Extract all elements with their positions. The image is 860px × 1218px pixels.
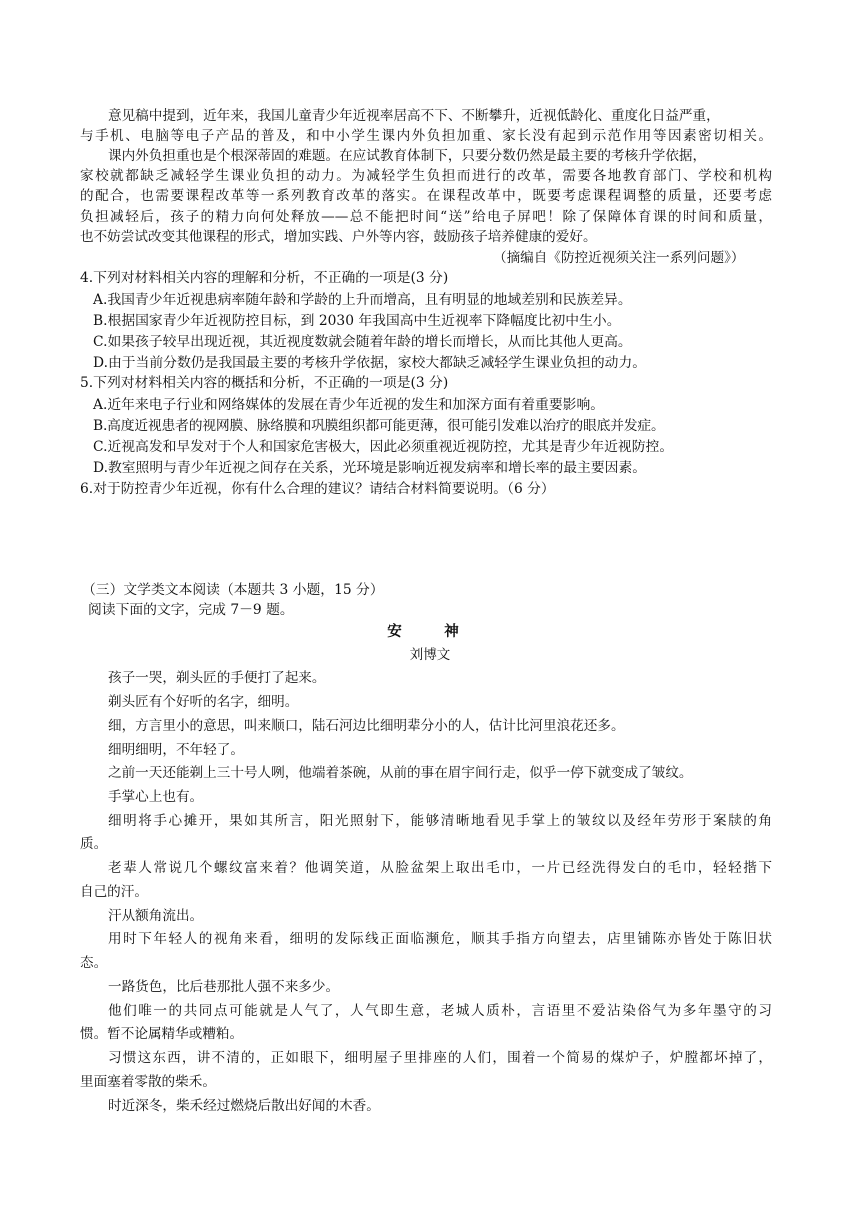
question-4-stem: 4.下列对材料相关内容的理解和分析，不正确的一项是(3 分)	[80, 270, 449, 286]
question-4-option-c: C.如果孩子较早出现近视，其近视度数就会随着年龄的增长而增长，从而比其他人更高。	[93, 334, 632, 350]
story-line: 汗从额角流出。	[108, 908, 204, 924]
story-line: 一路货色，比后巷那批人强不来多少。	[108, 979, 340, 995]
question-5-option-c: C.近视高发和早发对于个人和国家危害极大，因此必须重视近视防控，尤其是青少年近视防控。	[93, 439, 674, 455]
question-5-option-a: A.近年来电子行业和网络媒体的发展在青少年近视的发生和加深方面有着重要影响。	[93, 397, 605, 413]
story-line: 用时下年轻人的视角来看，细明的发际线正面临濒危，顺其手指方向望去，店里铺陈亦皆处于陈旧状	[108, 931, 772, 947]
section-heading: （三）文学类文本阅读（本题共 3 小题，15 分）	[82, 582, 384, 598]
passage-line: 的配合，也需要课程改革等一系列教育改革的落实。在课程改革中，既要考虑课程调整的质量，还要考虑	[80, 188, 772, 204]
question-4-option-b: B.根据国家青少年近视防控目标，到 2030 年我国高中生近视率下降幅度比初中生小。	[93, 313, 621, 329]
story-line: 老辈人常说几个螺纹富来着？他调笑道，从脸盆架上取出毛巾，一片已经洗得发白的毛巾，轻轻揩下	[108, 860, 772, 876]
story-title: 安 神	[387, 623, 473, 640]
story-line: 手掌心上也有。	[108, 789, 204, 805]
question-5-option-b: B.高度近视患者的视网膜、脉络膜和巩膜组织都可能更薄，很可能引发难以治疗的眼底并发症。	[93, 418, 665, 434]
question-4-option-d: D.由于当前分数仍是我国最主要的考核升学依据，家校大都缺乏减轻学生课业负担的动力。	[93, 355, 647, 371]
story-line: 态。	[80, 955, 108, 971]
question-5-stem: 5.下列对材料相关内容的概括和分析，不正确的一项是(3 分)	[80, 375, 449, 391]
story-line: 质。	[80, 836, 108, 852]
question-5-option-d: D.教室照明与青少年近视之间存在关系，光环境是影响近视发病率和增长率的最主要因素。	[93, 460, 647, 476]
passage-line: 意见稿中提到，近年来，我国儿童青少年近视率居高不下、不断攀升，近视低龄化、重度化日益严重，	[108, 108, 720, 124]
story-line: 孩子一哭，剃头匠的手便打了起来。	[108, 670, 326, 686]
story-line: 里面塞着零散的柴禾。	[80, 1074, 216, 1090]
story-line: 细，方言里小的意思，叫来顺口，陆石河边比细明辈分小的人，估计比河里浪花还多。	[108, 718, 625, 734]
section-instruction: 阅读下面的文字，完成 7－9 题。	[88, 602, 294, 618]
story-line: 惯。暂不论属精华或糟粕。	[80, 1026, 244, 1042]
passage-line: 课内外负担重也是个根深蒂固的难题。在应试教育体制下，只要分数仍然是最主要的考核升学依据，	[108, 148, 707, 164]
passage-line: 负担减轻后，孩子的精力向何处释放——总不能把时间“送”给电子屏吧！除了保障体育课的时间和质量，	[80, 209, 772, 225]
passage-line: 也不妨尝试改变其他课程的形式，增加实践、户外等内容，鼓励孩子培养健康的爱好。	[80, 229, 597, 245]
story-line: 细明细明，不年轻了。	[108, 742, 244, 758]
story-line: 习惯这东西，讲不清的，正如眼下，细明屋子里排座的人们，围着一个简易的煤炉子，炉膛都坏掉了，	[108, 1050, 772, 1066]
story-line: 剃头匠有个好听的名字，细明。	[108, 694, 299, 710]
passage-line: 与手机、电脑等电子产品的普及，和中小学生课内外负担加重、家长没有起到示范作用等因素密切相关。	[80, 128, 772, 144]
story-line: 之前一天还能剃上三十号人咧，他端着茶碗，从前的事在眉宇间行走，似乎一停下就变成了皱纹。	[108, 765, 693, 781]
passage-source: （摘编自《防控近视须关注一系列问题》）	[493, 250, 745, 266]
story-author: 刘博文	[409, 647, 451, 663]
story-line: 他们唯一的共同点可能就是人气了，人气即生意，老城人质朴，言语里不爱沾染俗气为多年墨守的习	[108, 1003, 772, 1019]
story-line: 时近深冬，柴禾经过燃烧后散出好闻的木香。	[108, 1098, 380, 1114]
passage-line: 家校就都缺乏减轻学生课业负担的动力。为减轻学生负担而进行的改革，需要各地教育部门、学校和机构	[80, 168, 772, 184]
story-line: 细明将手心摊开，果如其所言，阳光照射下，能够清晰地看见手掌上的皱纹以及经年劳形于案牍的角	[108, 813, 772, 829]
story-line: 自己的汗。	[80, 884, 148, 900]
question-4-option-a: A.我国青少年近视患病率随年龄和学龄的上升而增高，且有明显的地域差别和民族差异。	[93, 292, 632, 308]
question-6: 6.对于防控青少年近视，你有什么合理的建议？请结合材料简要说明。（6 分）	[80, 481, 555, 497]
